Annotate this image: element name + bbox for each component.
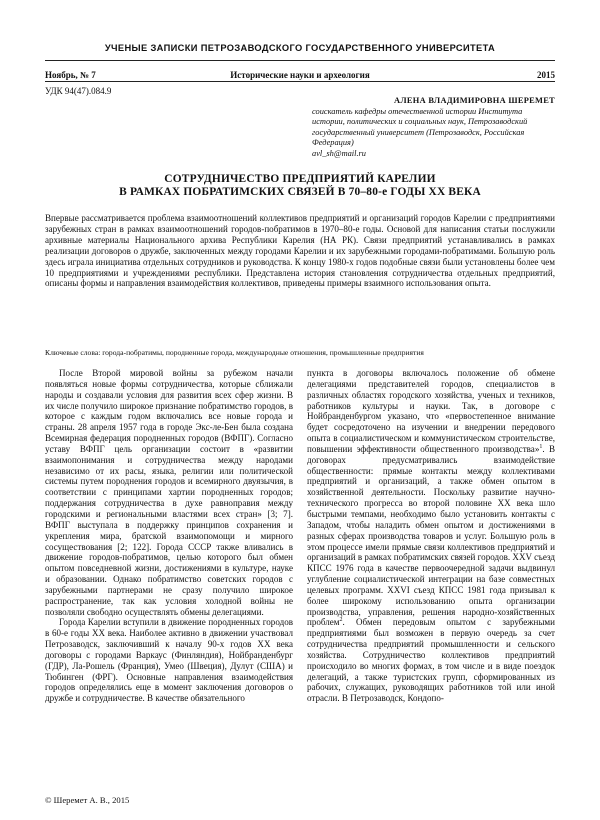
author-affiliation: соискатель кафедры отечественной истории Института истории, политических и социальных наук, Петрозаводский государственный университет (Петрозаводск, Российская Федерация) <box>312 106 528 148</box>
header-rule <box>45 60 555 61</box>
paragraph: После Второй мировой войны за рубежом начали появляться новые формы сотрудничества, которые сближали народы и создавали условия для развития всех сфер жизни. В их числе получило широкое признание побратимство городов, в которое с каждым годом включались все новые города и страны. 28 апреля 1957 года в городе Экс-ле-Бен была создана Всемирная федерация породненных городов (ВФПГ). Согласно уставу ВФПГ цель организации состоит в «развитии взаимопонимания и сотрудничества между народами независимо от их расы, языка, религии или политической системы путем породнения городов и всемирного двуязычия, в соответствии с принципами хартии породненных городов; поддержания сотрудничества в духе равноправия между городскими и региональными властями всех стран» [3; 7]. ВФПГ выступала в поддержку принципов сохранения и укрепления мира, братской взаимопомощи и мирного сосуществования [2; 122]. Города СССР также вливались в движение городов-побратимов, целью которого был обмен опытом повседневной жизни, достижениями в культуре, науке и образовании. Однако побратимство советских городов с зарубежными партнерами не сразу получило широкое распространение, так как условия холодной войны не позволяли свободно осуществлять обмены делегациями. <box>45 368 293 617</box>
paragraph-text: . Обмен передовым опытом с зарубежными предприятиями был возможен в первую очередь за счет сотрудничества предприятий промышленности и сельского хозяйства. Сотрудничество коллективов предприятий происходило во многих формах, в том числе и в виде поездок делегаций, а также туристских групп, сформированных из рабочих, служащих, руководящих работников той или иной отрасли. В Петрозаводск, Кондопо- <box>307 617 555 704</box>
keywords: Ключевые слова: города-побратимы, породненные города, международные отношения, промышленные предприятия <box>45 348 424 357</box>
footnote-ref[interactable]: 2 <box>339 617 343 624</box>
paragraph: Города Карелии вступили в движение породненных городов в 60-е годы XX века. Наиболее активно в движении участвовал Петрозаводск, заключивший к началу 90-х годов XX века договоры с городами Варкаус (Финляндия), Нойбранденбург (ГДР), Ла-Рошель (Франция), Умео (Швеция), Дулут (США) и Тюбинген (ФРГ). Основные направления взаимодействия городов определялись еще в момент заключения договоров о дружбе и сотрудничестве. В качестве обязательного <box>45 617 293 704</box>
footnote-ref[interactable]: 1 <box>539 443 543 450</box>
abstract: Впервые рассматривается проблема взаимоотношений коллективов предприятий и организаций городов Карелии с предприятиями зарубежных стран в рамках взаимоотношений городов-побратимов в 1970–80-е годы. Основой для написания статьи послужили архивные материалы Национального архива Республики Карелия (НА РК). Связи предприятий устанавливались в рамках реализации договоров о дружбе, заключенных между городами Карелии и их зарубежными городами-побратимами. Большую роль здесь играла инициатива отдельных сотрудников и руководства. К концу 1980-х годов подобные связи были установлены более чем 10 предприятиями и учреждениями республики. Представлена история становления сотрудничества отдельных предприятий, описаны формы и направления взаимодействия коллективов, приведены примеры взаимного использования опыта. <box>45 213 555 289</box>
copyright: © Шеремет А. В., 2015 <box>45 795 130 805</box>
article-title-line-1: СОТРУДНИЧЕСТВО ПРЕДПРИЯТИЙ КАРЕЛИИ <box>164 173 436 185</box>
issue-number: Ноябрь, № 7 <box>45 70 96 80</box>
issue-year: 2015 <box>537 70 555 80</box>
udk-code: УДК 94(47).084.9 <box>45 86 112 96</box>
journal-title: УЧЕНЫЕ ЗАПИСКИ ПЕТРОЗАВОДСКОГО ГОСУДАРСТВЕННОГО УНИВЕРСИТЕТА <box>104 43 496 53</box>
body-column-left <box>45 368 293 704</box>
article-title-line-2: В РАМКАХ ПОБРАТИМСКИХ СВЯЗЕЙ В 70–80-е ГОДЫ XX ВЕКА <box>119 186 481 199</box>
author-email: avl_sh@mail.ru <box>312 148 366 158</box>
section-name: Исторические науки и археология <box>230 70 370 80</box>
author-block <box>310 96 555 160</box>
author-name: АЛЕНА ВЛАДИМИРОВНА ШЕРЕМЕТ <box>394 96 555 105</box>
meta-rule <box>45 81 555 82</box>
article-title <box>45 173 555 199</box>
paragraph-text: . В договорах предусматривались взаимодействие общественности: прямые контакты между коллективами предприятий и организаций, а также обмен опытом в хозяйственной деятельности. Поскольку развитие научно-технического прогресса во второй половине XX века шло быстрыми темпами, необходимо было установить контакты с Западом, чтобы наладить обмен опытом и достижениями в разных сферах производства товаров и услуг. Большую роль в этом процессе имели прямые связи коллективов предприятий и организаций в рамках побратимских связей городов. XXV съезд КПСС 1976 года в качестве первоочередной задачи выдвинул углубление социалистической интеграции на базе совместных целевых программ. XXVI съезд КПСС 1981 года призывал к более широкому использованию опыта организации производства, управления, решения народно-хозяйственных проблем <box>307 443 555 628</box>
paragraph-text: пункта в договоры включалось положение об обмене делегациями представителей городов, специалистов в различных областях городского хозяйства, ученых и техников, работников культуры и науки. Так, в договоре с Нойбранденбургом указано, что «первостепенное внимание будет сосредоточено на изучении и внедрении передового опыта в социалистическом и коммунистическом строительстве, повышении эффективности общественного производства» <box>307 368 555 454</box>
body-column-right <box>307 368 555 704</box>
paragraph <box>307 368 555 704</box>
